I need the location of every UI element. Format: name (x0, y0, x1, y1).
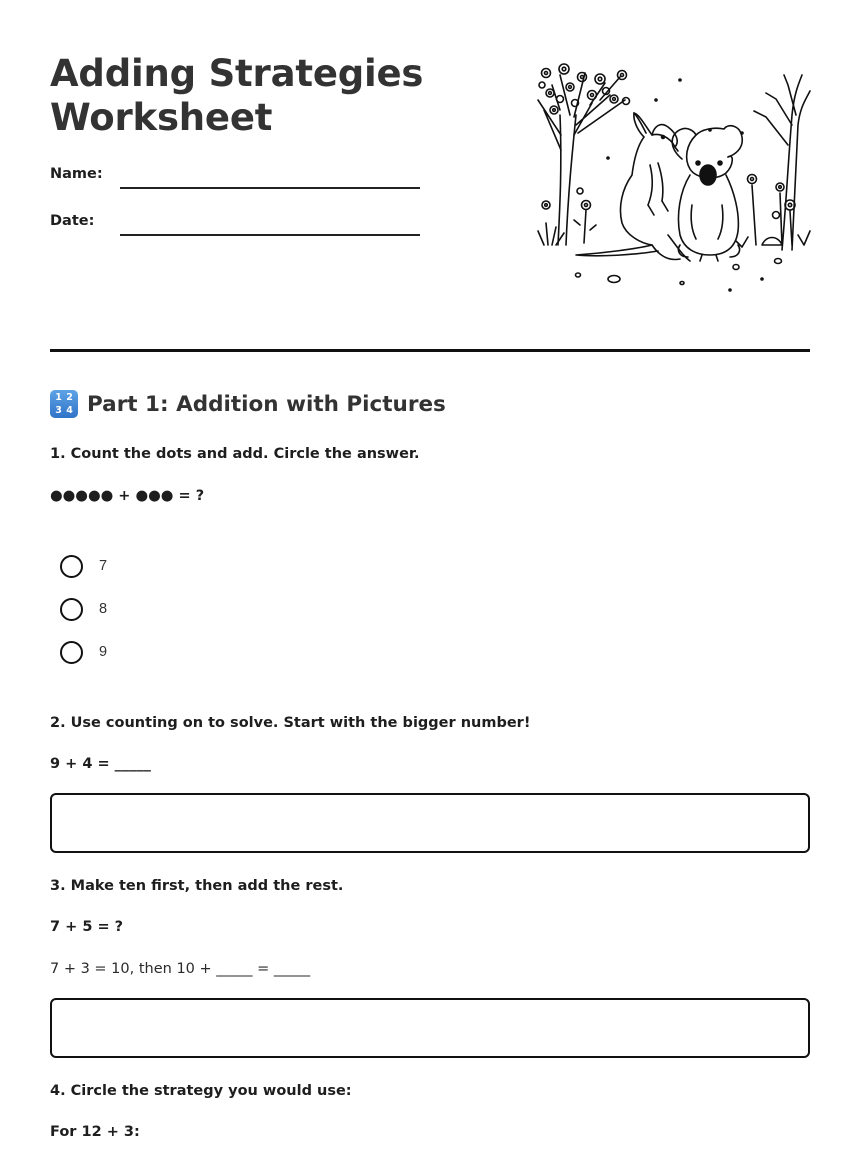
part1-heading-text: Part 1: Addition with Pictures (87, 391, 446, 417)
right-tree-icon (754, 75, 810, 250)
radio-button[interactable] (60, 598, 83, 621)
option-label: 7 (99, 558, 108, 574)
part1-heading (50, 388, 446, 420)
name-label: Name: (50, 166, 103, 182)
q4-expression: For 12 + 3: (50, 1124, 140, 1140)
right-flowers-icon (736, 175, 810, 248)
q4-prompt: 4. Circle the strategy you would use: (50, 1083, 352, 1099)
icon-digit: 2 (66, 392, 73, 403)
q3-answer-box[interactable] (50, 998, 810, 1058)
worksheet-title (50, 52, 470, 140)
icon-digit: 4 (66, 405, 73, 416)
section-divider (50, 349, 810, 352)
input-numbers-icon (50, 390, 78, 418)
kangaroo-and-koala-drawing-icon (530, 55, 815, 300)
option-label: 9 (99, 644, 108, 660)
q3-hint: 7 + 3 = 10, then 10 + _____ = _____ (50, 961, 311, 977)
q2-prompt: 2. Use counting on to solve. Start with the bigger number! (50, 715, 531, 731)
title-line-1: Adding Strategies (50, 52, 424, 95)
q1-option-2[interactable] (60, 597, 107, 621)
q2-answer-box[interactable] (50, 793, 810, 853)
q3-expression: 7 + 5 = ? (50, 919, 124, 935)
q1-option-3[interactable] (60, 640, 107, 664)
radio-button[interactable] (60, 555, 83, 578)
koala-icon (672, 126, 742, 261)
q2-expression: 9 + 4 = _____ (50, 756, 151, 772)
title-line-2: Worksheet (50, 96, 273, 139)
name-line[interactable] (120, 187, 420, 189)
radio-button[interactable] (60, 641, 83, 664)
icon-digit: 3 (55, 405, 62, 416)
q1-expression: ●●●●● + ●●● = ? (50, 488, 205, 504)
icon-digit: 1 (55, 392, 62, 403)
q1-option-1[interactable] (60, 554, 107, 578)
date-label: Date: (50, 213, 95, 229)
q1-prompt: 1. Count the dots and add. Circle the answer. (50, 446, 420, 462)
option-label: 8 (99, 601, 108, 617)
q3-prompt: 3. Make ten first, then add the rest. (50, 878, 344, 894)
date-line[interactable] (120, 234, 420, 236)
